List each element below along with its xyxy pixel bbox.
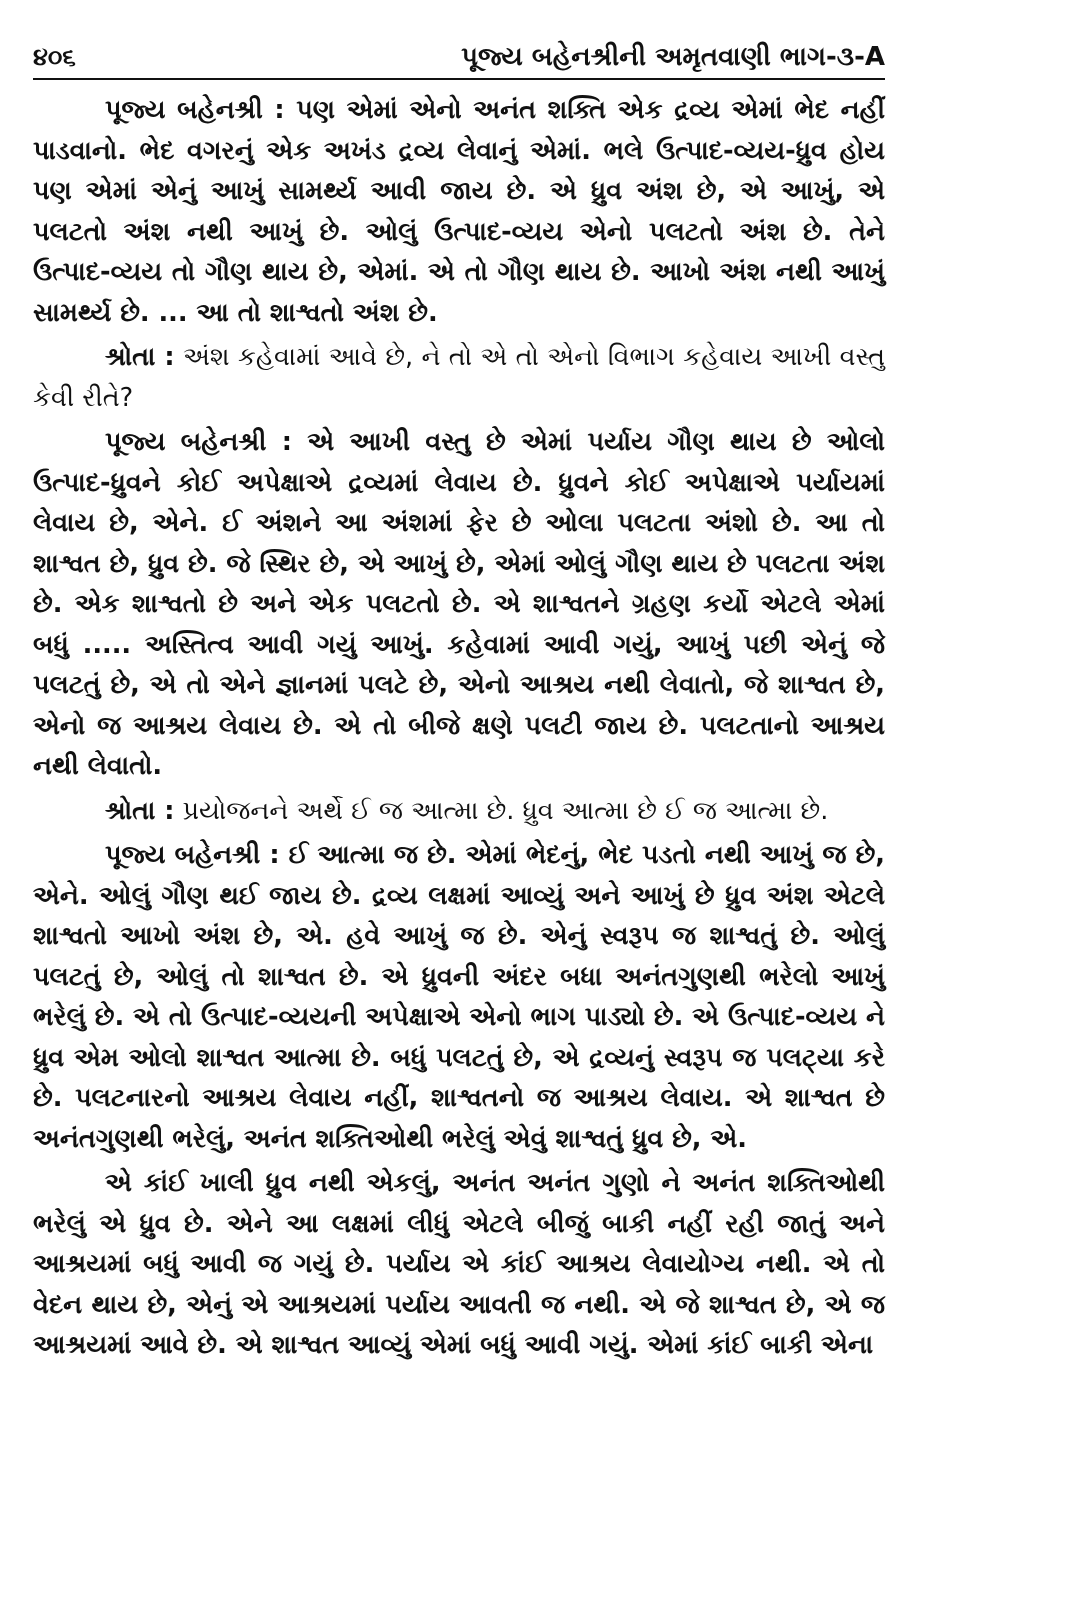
paragraph [33, 835, 885, 1159]
speaker-label: શ્રોતા : [105, 342, 175, 372]
running-title: પૂજ્ય બહેનશ્રીની અમૃતવાણી ભાગ-૩-A [461, 42, 885, 72]
page-header [33, 40, 885, 80]
page-number: ૪૦૬ [33, 43, 76, 71]
paragraph [33, 337, 885, 418]
speaker-label: પૂજ્ય બહેનશ્રી : [105, 427, 292, 457]
page-body [33, 90, 885, 1366]
paragraph-text: ઈ આત્મા જ છે. એમાં ભેદનું, ભેદ પડતો નથી આખું જ છે, એને. ઓલું ગૌણ થઈ જાય છે. દ્રવ્ય લક્ષમાં આવ્યું અને આખું છે ધ્રુવ અંશ એટલે શાશ્વતો આખો અંશ છે, એ. હવે આખું જ છે. એનું સ્વરૂપ જ શાશ્વતું છે. ઓલું પલટતું છે, ઓલું તો શાશ્વત છે. એ ધ્રુવની અંદર બધા અનંતગુણથી ભરેલો આખું ભરેલું છે. એ તો ઉત્પાદ-વ્યયની અપેક્ષાએ એનો ભાગ પાડ્યો છે. એ ઉત્પાદ-વ્યય ને ધ્રુવ એમ ઓલો શાશ્વત આત્મા છે. બધું પલટતું છે, એ દ્રવ્યનું સ્વરૂપ જ પલટ્યા કરે છે. પલટનારનો આશ્રય લેવાય નહીં, શાશ્વતનો જ આશ્રય લેવાય. એ શાશ્વત છે અનંતગુણથી ભરેલું, અનંત શક્તિઓથી ભરેલું એવું શાશ્વતું ધ્રુવ છે, એ. [33, 840, 885, 1154]
paragraph [33, 90, 885, 333]
speaker-label: શ્રોતા : [105, 795, 175, 826]
paragraph [33, 791, 885, 832]
paragraph-text: પણ એમાં એનો અનંત શક્તિ એક દ્રવ્ય એમાં ભેદ નહીં પાડવાનો. ભેદ વગરનું એક અખંડ દ્રવ્ય લેવાનું એમાં. ભલે ઉત્પાદ-વ્યય-ધ્રુવ હોય પણ એમાં એનું આખું સામર્થ્ય આવી જાય છે. એ ધ્રુવ અંશ છે, એ આખું, એ પલટતો અંશ નથી આખું છે. ઓલું ઉત્પાદ-વ્યય એનો પલટતો અંશ છે. તેને ઉત્પાદ-વ્યય તો ગૌણ થાય છે, એમાં. એ તો ગૌણ થાય છે. આખો અંશ નથી આખું સામર્થ્ય છે. ... આ તો શાશ્વતો અંશ છે. [33, 95, 886, 328]
paragraph [33, 422, 885, 787]
paragraph-text: અંશ કહેવામાં આવે છે, ને તો એ તો એનો વિભાગ કહેવાય આખી વસ્તુ કેવી રીતે? [33, 342, 885, 413]
paragraph-text: એ કાંઈ ખાલી ધ્રુવ નથી એકલું, અનંત અનંત ગુણો ને અનંત શક્તિઓથી ભરેલું એ ધ્રુવ છે. એને આ લક્ષમાં લીધું એટલે બીજું બાકી નહીં રહી જાતું અને આશ્રયમાં બધું આવી જ ગયું છે. પર્યાય એ કાંઈ આશ્રય લેવાયોગ્ય નથી. એ તો વેદન થાય છે, એનું એ આશ્રયમાં પર્યાય આવતી જ નથી. એ જે શાશ્વત છે, એ જ આશ્રયમાં આવે છે. એ શાશ્વત આવ્યું એમાં બધું આવી ગયું. એમાં કાંઈ બાકી એના [33, 1168, 885, 1360]
paragraph-text: એ આખી વસ્તુ છે એમાં પર્યાય ગૌણ થાય છે ઓલો ઉત્પાદ-ધ્રુવને કોઈ અપેક્ષાએ દ્રવ્યમાં લેવાય છે. ધ્રુવને કોઈ અપેક્ષાએ પર્યાયમાં લેવાય છે, એને. ઈ અંશને આ અંશમાં ફેર છે ઓલા પલટતા અંશો છે. આ તો શાશ્વત છે, ધ્રુવ છે. જે સ્થિર છે, એ આખું છે, એમાં ઓલું ગૌણ થાય છે પલટતા અંશ છે. એક શાશ્વતો છે અને એક પલટતો છે. એ શાશ્વતને ગ્રહણ કર્યો એટલે એમાં બધું ..... અસ્તિત્વ આવી ગયું આખું. કહેવામાં આવી ગયું, આખું પછી એનું જે પલટતું છે, એ તો એને જ્ઞાનમાં પલટે છે, એનો આશ્રય નથી લેવાતો, જે શાશ્વત છે, એનો જ આશ્રય લેવાય છે. એ તો બીજે ક્ષણે પલટી જાય છે. પલટતાનો આશ્રય નથી લેવાતો. [33, 427, 885, 781]
paragraph [33, 1163, 885, 1366]
speaker-label: પૂજ્ય બહેનશ્રી : [105, 95, 285, 125]
paragraph-text: પ્રયોજનને અર્થે ઈ જ આત્મા છે. ધ્રુવ આત્મા છે ઈ જ આત્મા છે. [182, 795, 829, 826]
speaker-label: પૂજ્ય બહેનશ્રી : [105, 840, 280, 870]
